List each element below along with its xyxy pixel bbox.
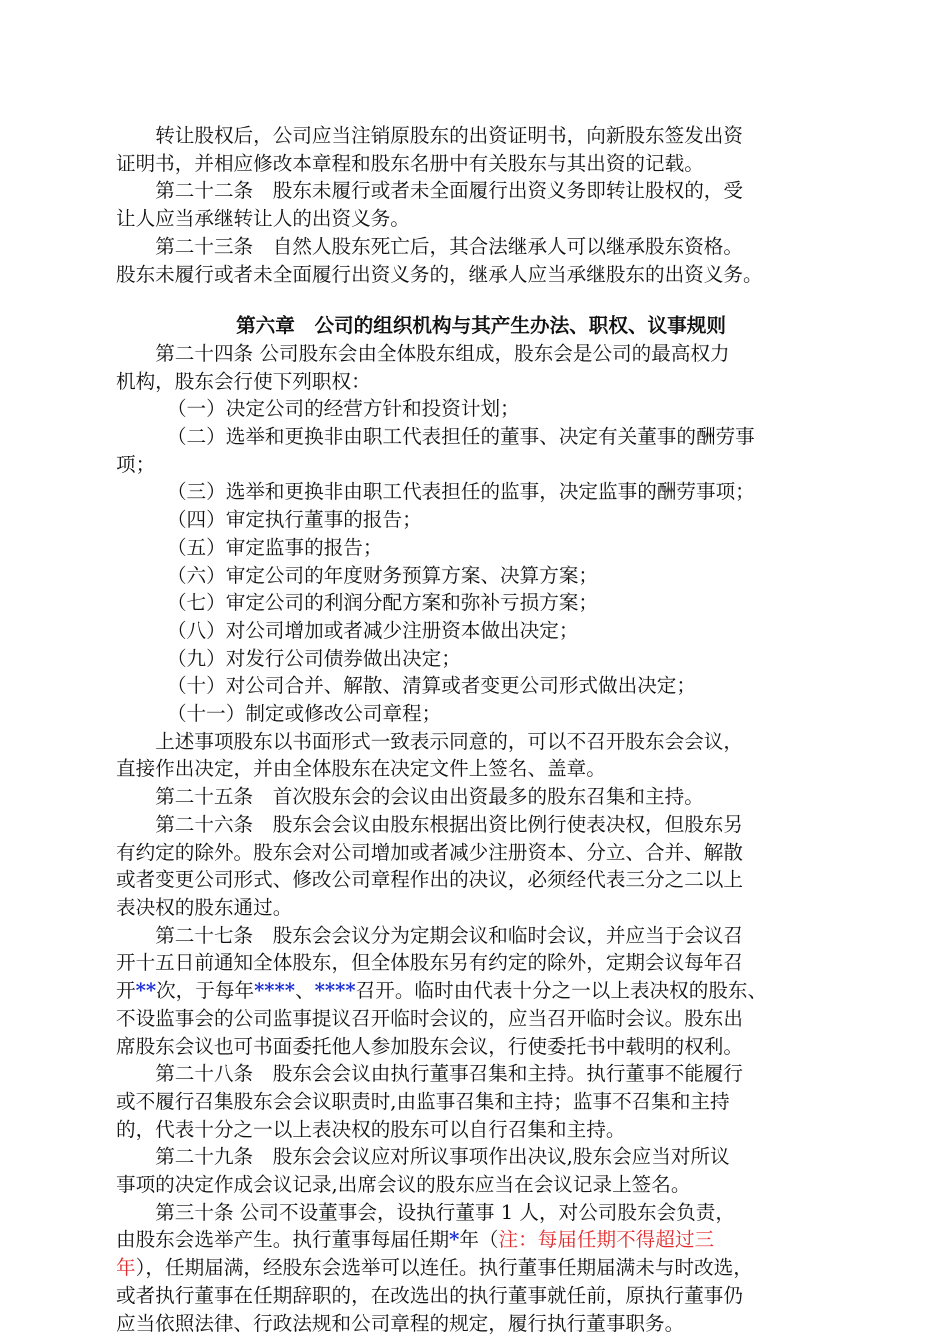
- article-25: 第二十五条 首次股东会的会议由出资最多的股东召集和主持。: [155, 785, 704, 809]
- article-28: 第二十八条 股东会会议由执行董事召集和主持。执行董事不能履行 或不履行召集股东会会议职责时,由监事召集和主持；监事不召集和主持 的，代表十分之一以上表决权的股东可以自行召集和主持。: [116, 1062, 743, 1141]
- list-item: （九）对发行公司债券做出决定；: [166, 646, 461, 670]
- note-term-limit-end: 年: [116, 1256, 136, 1280]
- written-consent-paragraph: 上述事项股东以书面形式一致表示同意的，可以不召开股东会会议， 直接作出决定，并由全体股东在决定文件上签名、盖章。: [116, 729, 743, 781]
- document-page: [116, 122, 846, 1337]
- list-item: （八）对公司增加或者减少注册资本做出决定；: [166, 618, 579, 642]
- list-item: （四）审定执行董事的报告；: [166, 508, 422, 532]
- list-item: （五）审定监事的报告；: [166, 535, 383, 559]
- article-27: 第二十七条 股东会会议分为定期会议和临时会议，并应当于会议召 开十五日前通知全体股东，但全体股东另有约定的除外，定期会议每年召 开**次，于每年****、****召开。临时由代表十分之一以上表决权的股东、 不设监事会的公司监事提议召开临时会议的，应当召开临时会议。股东出 席股东会议也可书面委托他人参加股东会议，行使委托书中载明的权利。: [116, 923, 768, 1058]
- paragraph-transfer: 转让股权后，公司应当注销原股东的出资证明书，向新股东签发出资 证明书，并相应修改本章程和股东名册中有关股东与其出资的记载。: [116, 124, 743, 175]
- placeholder-date-1: ****: [254, 979, 296, 1003]
- article-26: 第二十六条 股东会会议由股东根据出资比例行使表决权，但股东另 有约定的除外。股东会对公司增加或者减少注册资本、分立、合并、解散 或者变更公司形式、修改公司章程作出的决议，必须经代表三分之二以上 表决权的股东通过。: [116, 812, 743, 919]
- article-24: 第二十四条 公司股东会由全体股东组成，股东会是公司的最高权力 机构，股东会行使下列职权：: [116, 341, 730, 393]
- article-23: 第二十三条 自然人股东死亡后，其合法继承人可以继承股东资格。 股东未履行或者未全面履行出资义务的，继承人应当承继股东的出资义务。: [116, 234, 763, 286]
- list-item: （七）审定公司的利润分配方案和弥补亏损方案；: [166, 591, 599, 615]
- placeholder-term: *: [449, 1228, 460, 1252]
- chapter-6-heading: 第六章 公司的组织机构与其产生办法、职权、议事规则: [236, 314, 726, 338]
- list-item: （六）审定公司的年度财务预算方案、决算方案；: [166, 563, 599, 587]
- list-item: （十）对公司合并、解散、清算或者变更公司形式做出决定；: [166, 674, 696, 698]
- list-item: （十一）制定或修改公司章程；: [166, 702, 442, 726]
- list-item: （三）选举和更换非由职工代表担任的监事，决定监事的酬劳事项；: [166, 480, 755, 504]
- article-29: 第二十九条 股东会会议应对所议事项作出决议,股东会应当对所议 事项的决定作成会议记录,出席会议的股东应当在会议记录上签名。: [116, 1145, 730, 1197]
- placeholder-date-2: ****: [314, 979, 356, 1003]
- placeholder-times: **: [135, 979, 157, 1003]
- list-item: （二）选举和更换非由职工代表担任的董事、决定有关董事的酬劳事 项；: [116, 425, 755, 476]
- note-term-limit: 注：每届任期不得超过三: [498, 1228, 715, 1252]
- article-22: 第二十二条 股东未履行或者未全面履行出资义务即转让股权的，受 让人应当承继转让人的出资义务。: [116, 179, 743, 231]
- list-item: （一）决定公司的经营方针和投资计划；: [166, 397, 520, 421]
- article-30: 第三十条 公司不设董事会，设执行董事 1 人，对公司股东会负责， 由股东会选举产生。执行董事每届任期*年（注：每届任期不得超过三 年），任期届满，经股东会选举可以连任。执行董事任期届满未与时改选， 或者执行董事在任期辞职的，在改选出的执行董事就任前，原执行董事仍 应当依照法律、行政法规和公司章程的规定，履行执行董事职务。: [116, 1200, 753, 1335]
